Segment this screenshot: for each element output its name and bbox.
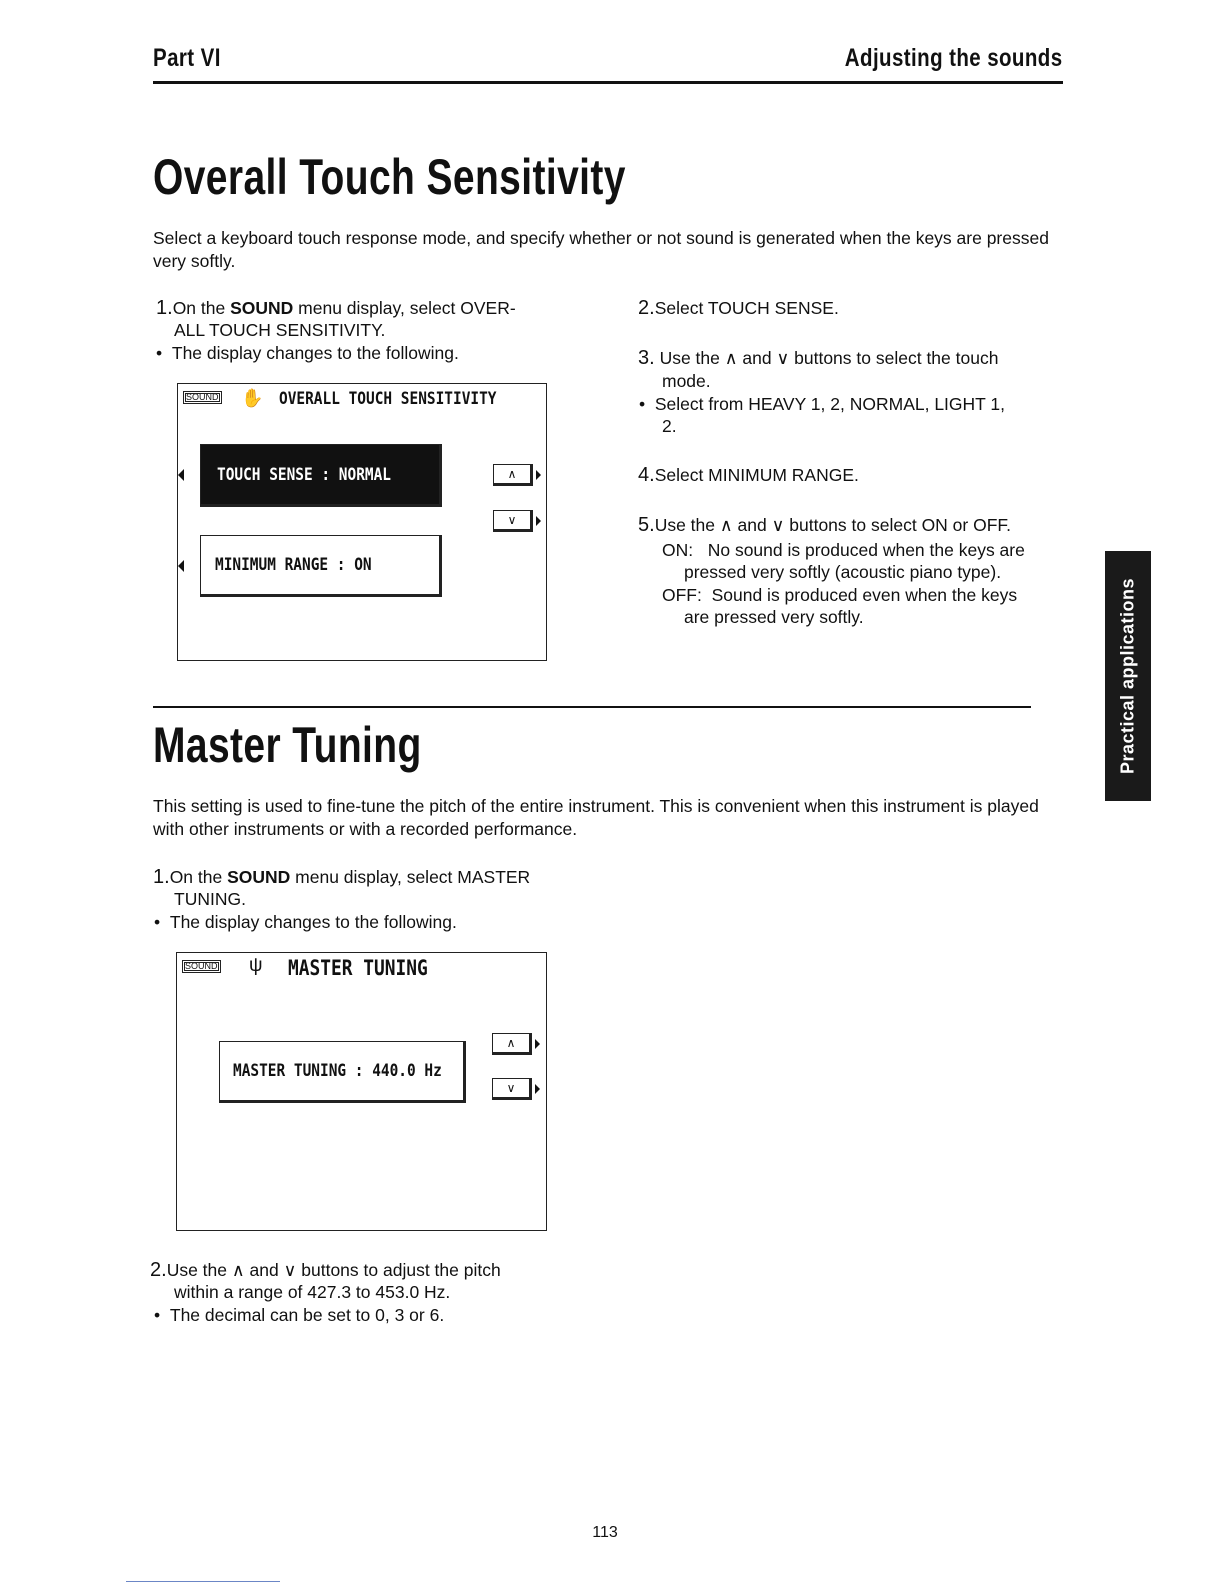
- master-step2-line2: within a range of 427.3 to 453.0 Hz.: [174, 1282, 451, 1302]
- left-arrow-icon: [178, 560, 184, 572]
- off-description-line2: are pressed very softly.: [684, 607, 864, 627]
- bullet-icon: •: [639, 394, 646, 414]
- header-rule: [153, 81, 1063, 84]
- header-section: Adjusting the sounds: [845, 44, 1063, 72]
- touch-sense-field[interactable]: TOUCH SENSE : NORMAL: [200, 444, 442, 507]
- lcd-title: MASTER TUNING: [288, 956, 428, 980]
- touch-sensitivity-display: [177, 383, 547, 661]
- header-part: Part VI: [153, 44, 221, 72]
- touch-icon: ✋: [241, 388, 264, 408]
- down-button[interactable]: ∨: [493, 510, 533, 532]
- overall-intro: Select a keyboard touch response mode, and specify whether or not sound is generated when the keys are pressed very softly.: [153, 228, 1049, 271]
- master-intro: This setting is used to fine-tune the pitch of the entire instrument. This is convenient when this instrument is played with other instruments or with a recorded performance.: [153, 796, 1039, 839]
- master-step2: 2.Use the ∧ and ∨ buttons to adjust the pitch: [150, 1259, 501, 1281]
- left-arrow-icon: [178, 469, 184, 481]
- down-button[interactable]: ∨: [492, 1078, 532, 1100]
- master-tuning-display: [176, 952, 547, 1231]
- side-tab: Practical applications: [1105, 551, 1151, 801]
- overall-step2: 2.Select TOUCH SENSE.: [638, 297, 839, 319]
- up-button[interactable]: ∧: [493, 464, 533, 486]
- overall-step5: 5.Use the ∧ and ∨ buttons to select ON or OFF.: [638, 514, 1012, 536]
- scan-edge-line: [126, 1581, 280, 1582]
- section-divider: [153, 706, 1031, 708]
- overall-step1: 1.On the SOUND menu display, select OVER-: [156, 297, 516, 319]
- overall-step3-line2: mode.: [662, 371, 711, 391]
- minimum-range-field[interactable]: MINIMUM RANGE : ON: [200, 535, 442, 597]
- off-description: OFF: Sound is produced even when the keys: [662, 585, 1018, 605]
- lcd-title: OVERALL TOUCH SENSITIVITY: [279, 389, 497, 409]
- sound-tag: SOUND: [182, 960, 221, 973]
- overall-step3: 3. Use the ∧ and ∨ buttons to select the touch: [638, 347, 999, 369]
- master-step1-line2: TUNING.: [174, 889, 246, 909]
- up-button[interactable]: ∧: [492, 1033, 532, 1055]
- step-number: 1.: [156, 297, 173, 319]
- bullet-icon: •: [154, 912, 161, 932]
- right-arrow-icon: [536, 516, 541, 526]
- page-number: 113: [592, 1524, 618, 1541]
- right-arrow-icon: [535, 1084, 540, 1094]
- on-description: ON: No sound is produced when the keys are: [662, 540, 1025, 560]
- master-step1-bullet: • The display changes to the following.: [154, 912, 457, 932]
- overall-step1-line2: ALL TOUCH SENSITIVITY.: [174, 320, 386, 340]
- sound-tag: SOUND: [183, 391, 222, 404]
- right-arrow-icon: [535, 1039, 540, 1049]
- overall-step1-bullet: • The display changes to the following.: [156, 343, 459, 363]
- master-tuning-field[interactable]: MASTER TUNING : 440.0 Hz: [219, 1041, 466, 1103]
- master-step1: 1.On the SOUND menu display, select MASTER: [153, 866, 531, 888]
- overall-step4: 4.Select MINIMUM RANGE.: [638, 464, 859, 486]
- master-step2-bullet: • The decimal can be set to 0, 3 or 6.: [154, 1305, 445, 1325]
- on-description-line2: pressed very softly (acoustic piano type).: [684, 562, 1002, 582]
- overall-title: Overall Touch Sensitivity: [153, 149, 626, 205]
- master-title: Master Tuning: [153, 717, 422, 773]
- bullet-icon: •: [156, 343, 163, 363]
- right-arrow-icon: [536, 470, 541, 480]
- tuning-fork-icon: ψ: [249, 955, 263, 976]
- overall-step3-bullet-line2: 2.: [662, 416, 677, 436]
- overall-step3-bullet: • Select from HEAVY 1, 2, NORMAL, LIGHT 1,: [639, 394, 1005, 414]
- bullet-icon: •: [154, 1305, 161, 1325]
